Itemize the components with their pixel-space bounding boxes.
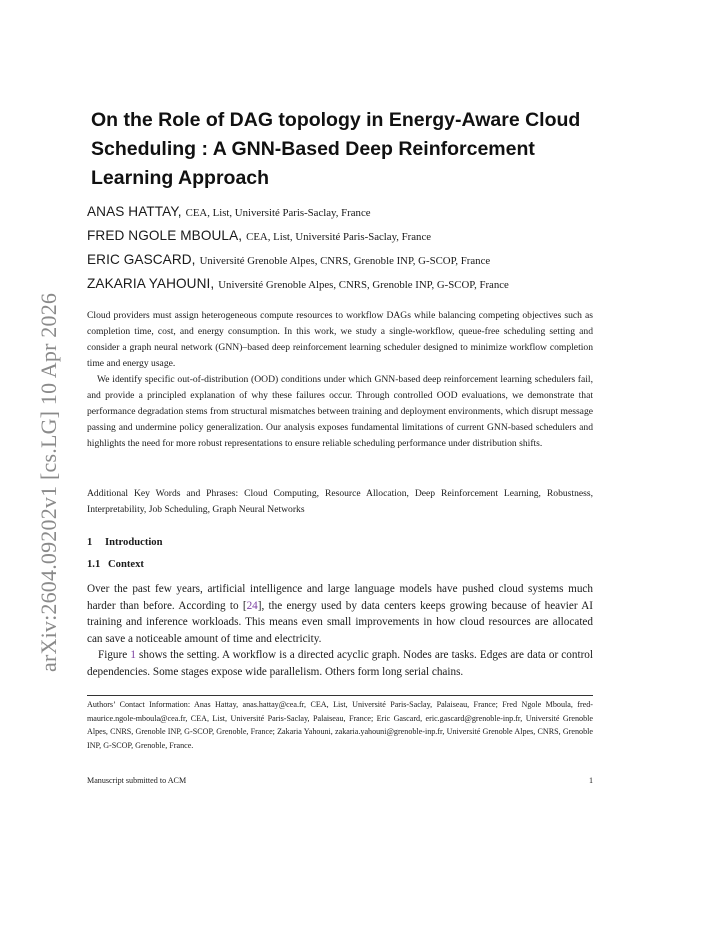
body-paragraph <box>87 647 593 680</box>
text-run: shows the setting. A workflow is a directed acyclic graph. Nodes are tasks. Edges are data or control dependencies. Some stages expose wide parallelism. Others form long serial chains. <box>87 649 593 678</box>
body-paragraph <box>87 581 593 647</box>
author-entry <box>87 275 593 299</box>
author-affiliation: Université Grenoble Alpes, CNRS, Grenoble INP, G-SCOP, France <box>218 279 509 291</box>
author-entry <box>87 251 593 275</box>
abstract-paragraph: We identify specific out-of-distribution (OOD) conditions under which GNN-based deep reinforcement learning schedulers fail, and provide a principled explanation of why these failures occur. Through controlled OOD evaluations, we demonstrate that performance degradation stems from structural mismatches between training and deployment environments, which disrupt message passing and undermine policy generalization. Our analysis exposes fundamental limitations of current GNN-based schedulers and highlights the need for more robust representations to ensure reliable scheduling performance under distribution shifts. <box>87 374 593 449</box>
section-heading-introduction <box>87 537 163 548</box>
text-run: Over the past few years, artificial intelligence and large language models have pushed cloud systems much harder than before. According to [ <box>87 583 593 612</box>
arxiv-identifier-stamp: arXiv:2604.09202v1 [cs.LG] 10 Apr 2026 <box>36 292 61 672</box>
text-run: Figure <box>98 649 131 662</box>
author-list <box>87 203 593 299</box>
abstract-paragraph: Cloud providers must assign heterogeneous compute resources to workflow DAGs while balancing competing objectives such as completion time, cost, and energy consumption. In this work, we study a single-workflow, queue-free scheduling setting and consider a graph neural network (GNN)–based deep reinforcement learning scheduler designed to minimize workflow completion time and energy usage. <box>87 310 593 369</box>
author-contact-footnote: Authors’ Contact Information: Anas Hattay, anas.hattay@cea.fr, CEA, List, Université Paris-Saclay, Palaiseau, France; Fred Ngole Mboula, fred-maurice.ngole-mboula@cea.fr, CEA, List, Université Paris-Saclay, Palaiseau, France; Eric Gascard, eric.gascard@grenoble-inp.fr, Université Grenoble Alpes, CNRS, Grenoble INP, G-SCOP, Grenoble, France; Zakaria Yahouni, zakaria.yahouni@grenoble-inp.fr, Université Grenoble Alpes, CNRS, Grenoble INP, G-SCOP, Grenoble, France. <box>87 700 593 750</box>
author-entry <box>87 227 593 251</box>
author-name: ZAKARIA YAHOUNI, <box>87 276 215 291</box>
author-affiliation: Université Grenoble Alpes, CNRS, Grenoble INP, G-SCOP, France <box>199 255 491 267</box>
subsection-heading-context <box>87 559 144 570</box>
citation-link[interactable]: 24 <box>246 599 258 612</box>
keywords: Additional Key Words and Phrases: Cloud Computing, Resource Allocation, Deep Reinforcement Learning, Robustness, Interpretability, Job Scheduling, Graph Neural Networks <box>87 488 593 515</box>
author-affiliation: CEA, List, Université Paris-Saclay, France <box>185 207 371 219</box>
subsection-number: 1.1 <box>87 559 101 570</box>
subsection-title: Context <box>108 559 144 570</box>
footnote-divider <box>87 695 593 696</box>
abstract <box>87 308 593 452</box>
author-name: FRED NGOLE MBOULA, <box>87 228 243 243</box>
page-number: 1 <box>588 776 593 785</box>
section-number: 1 <box>87 537 93 548</box>
author-name: ANAS HATTAY, <box>87 204 182 219</box>
text-run: ], the energy used by data centers keeps growing because of heavier AI training and inference workloads. This means even small improvements in how cloud resources are allocated can save a noticeable amount of time and electricity. <box>87 599 593 645</box>
body-text <box>87 581 593 681</box>
paper-title: On the Role of DAG topology in Energy-Aware Cloud Scheduling : A GNN-Based Deep Reinforcement Learning Approach <box>91 109 581 189</box>
manuscript-note: Manuscript submitted to ACM <box>87 776 187 785</box>
author-affiliation: CEA, List, Université Paris-Saclay, France <box>246 231 432 243</box>
figure-ref-link[interactable]: 1 <box>130 649 136 662</box>
author-name: ERIC GASCARD, <box>87 252 196 267</box>
author-entry <box>87 203 593 227</box>
section-title: Introduction <box>105 537 163 548</box>
